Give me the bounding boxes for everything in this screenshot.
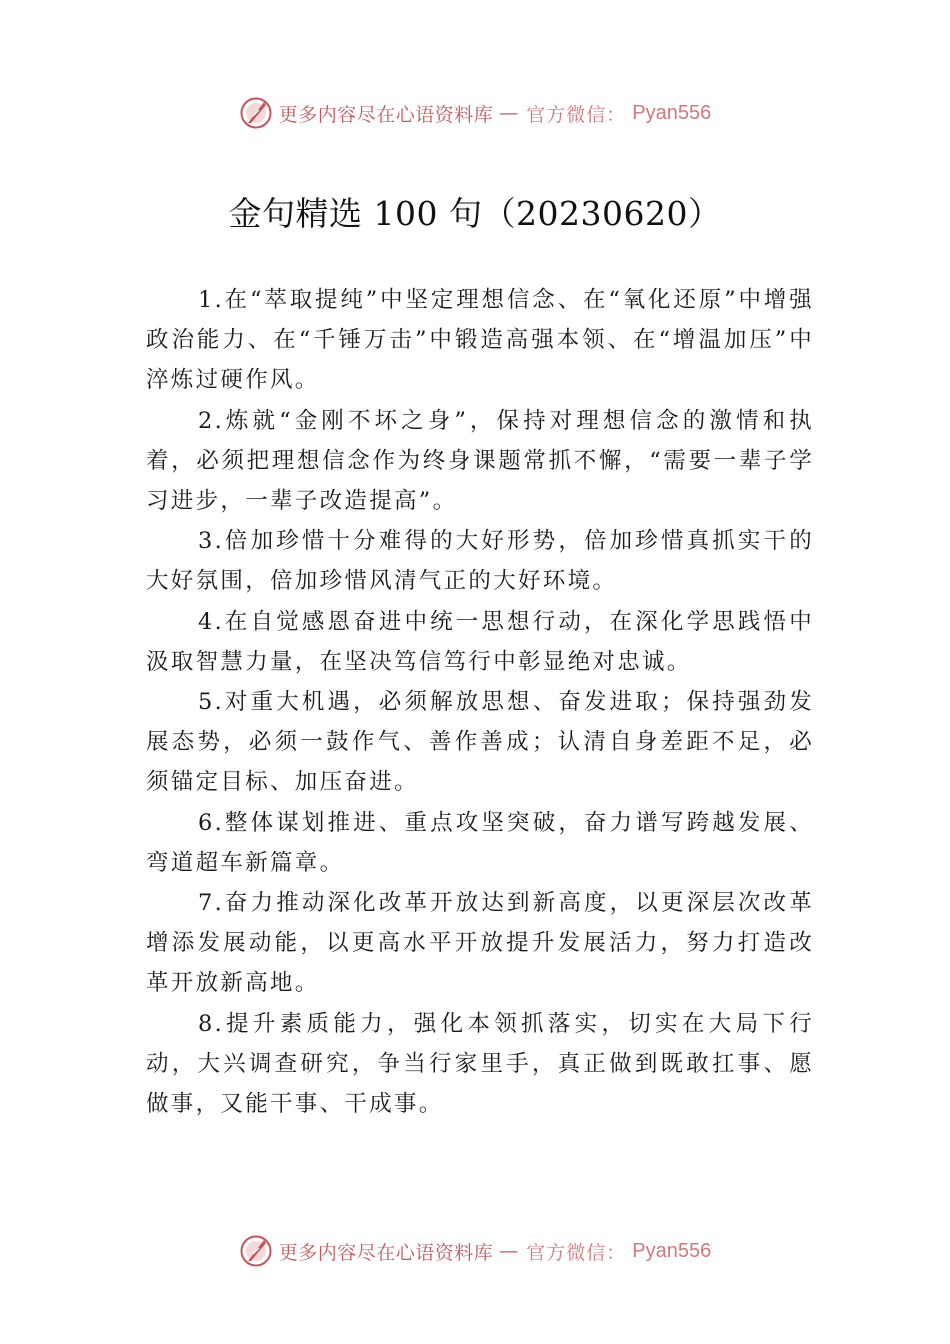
banner-main-text: 更多内容尽在心语资料库 bbox=[278, 103, 494, 126]
banner-wechat-id: Pyan556 bbox=[632, 1239, 712, 1262]
header-banner bbox=[0, 96, 950, 130]
quote-paragraph-4: 4.在自觉感恩奋进中统一思想行动，在深化学思践悟中汲取智慧力量，在坚决笃信笃行中彰显绝对忠诚。 bbox=[146, 608, 814, 675]
banner-wechat-label: 官方微信： bbox=[526, 1241, 627, 1264]
quill-circle-icon bbox=[239, 1234, 273, 1268]
banner-wechat-id: Pyan556 bbox=[632, 101, 712, 124]
quote-paragraph-6: 6.整体谋划推进、重点攻坚突破，奋力谱写跨越发展、弯道超车新篇章。 bbox=[146, 809, 814, 876]
quote-paragraph-3: 3.倍加珍惜十分难得的大好形势，倍加珍惜真抓实干的大好氛围，倍加珍惜风清气正的大好环境。 bbox=[146, 528, 814, 595]
quote-paragraph-7: 7.奋力推动深化改革开放达到新高度，以更深层次改革增添发展动能，以更高水平开放提升发展活力，努力打造改革开放新高地。 bbox=[146, 890, 814, 997]
quote-paragraph-8: 8.提升素质能力，强化本领抓落实，切实在大局下行动，大兴调查研究，争当行家里手，真正做到既敢扛事、愿做事，又能干事、干成事。 bbox=[146, 1010, 814, 1118]
quote-paragraph-2: 2.炼就“金刚不坏之身”，保持对理想信念的激情和执着，必须把理想信念作为终身课题常抓不懈，“需要一辈子学习进步，一辈子改造提高”。 bbox=[146, 407, 814, 515]
document-body bbox=[146, 280, 814, 1124]
banner-wechat-label: 官方微信： bbox=[526, 103, 627, 126]
document-title: 金句精选 100 句（20230620） bbox=[228, 194, 722, 233]
footer-banner bbox=[0, 1234, 950, 1268]
quote-paragraph-1: 1.在“萃取提纯”中坚定理想信念、在“氧化还原”中增强政治能力、在“千锤万击”中锻造高强本领、在“增温加压”中淬炼过硬作风。 bbox=[146, 287, 814, 394]
quill-circle-icon bbox=[239, 96, 273, 130]
banner-main-text: 更多内容尽在心语资料库 bbox=[278, 1241, 494, 1264]
banner-separator: — bbox=[499, 102, 521, 124]
quote-paragraph-5: 5.对重大机遇，必须解放思想、奋发进取；保持强劲发展态势，必须一鼓作气、善作善成；认清自身差距不足，必须锚定目标、加压奋进。 bbox=[146, 689, 814, 796]
banner-separator: — bbox=[499, 1240, 521, 1262]
